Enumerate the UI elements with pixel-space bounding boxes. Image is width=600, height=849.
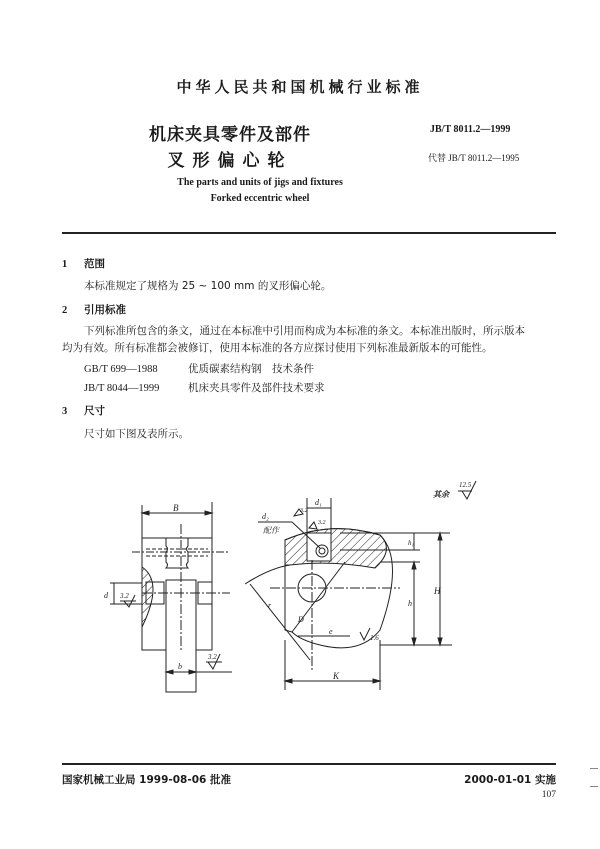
scan-edge-mark: [590, 786, 598, 787]
dim-label-d2: d₂: [262, 512, 269, 521]
dim-label-H: H: [434, 586, 441, 596]
dim-label-r: r: [268, 601, 272, 610]
header-divider: [62, 232, 556, 234]
roughness-d2: 3.2: [300, 508, 308, 514]
issuing-organization: 中华人民共和国机械行业标准: [176, 78, 424, 96]
title-chinese-line2: 叉形偏心轮: [167, 151, 293, 171]
reference-item: [84, 361, 314, 376]
effective-date: 2000-01-01 实施: [464, 774, 556, 786]
fit-note: 配作: [263, 526, 279, 535]
dim-label-h: h: [408, 599, 412, 608]
side-view: [104, 502, 232, 692]
section-heading-dimensions: [62, 403, 105, 418]
section-number: 3: [62, 406, 68, 417]
standard-number: JB/T 8011.2—1999: [430, 124, 511, 135]
reference-item: [84, 380, 325, 395]
footer-divider: [62, 763, 556, 765]
roughness-d1: 3.2: [318, 520, 326, 526]
reference-title: 机床夹具零件及部件技术要求: [188, 382, 325, 394]
roughness-profile: 1.6: [370, 634, 379, 642]
section-title: 引用标准: [84, 304, 126, 316]
dim-label-h1: h₁: [408, 539, 414, 547]
dim-label-e: e: [329, 627, 333, 636]
title-english-line1: The parts and units of jigs and fixtures: [177, 177, 343, 188]
dim-label-B: B: [173, 503, 179, 513]
reference-code: JB/T 8044—1999: [84, 383, 160, 394]
dim-label-K: K: [333, 671, 340, 681]
dimensions-paragraph: 尺寸如下图及表所示。: [84, 428, 189, 440]
title-english-line2: Forked eccentric wheel: [210, 193, 310, 204]
reference-code: GB/T 699—1988: [84, 364, 158, 375]
dim-label-d1: d₁: [315, 498, 322, 507]
title-chinese-line1: 机床夹具零件及部件: [149, 125, 311, 145]
dim-label-D: D: [298, 615, 304, 624]
roughness-slot-b: 3.2: [208, 653, 217, 661]
other-surfaces-value: 12.5: [459, 481, 472, 489]
technical-drawing: [0, 470, 600, 700]
front-view: [245, 498, 452, 690]
roughness-side-d: 3.2: [120, 592, 129, 600]
section-title: 尺寸: [84, 405, 105, 417]
section-number: 1: [62, 259, 68, 270]
section-title: 范围: [84, 258, 105, 270]
replaces-standard: 代替 JB/T 8011.2—1995: [428, 153, 520, 163]
section-heading-references: [62, 302, 126, 317]
section-number: 2: [62, 305, 68, 316]
scope-paragraph: 本标准规定了规格为 25 ~ 100 mm 的叉形偏心轮。: [84, 280, 332, 292]
other-surfaces-label: 其余: [433, 490, 449, 499]
dim-label-b: b: [178, 662, 182, 671]
dim-label-d: d: [104, 591, 108, 600]
scan-edge-mark: [590, 768, 598, 769]
reference-title: 优质碳素结构钢 技术条件: [188, 363, 314, 375]
approval-info: 国家机械工业局 1999-08-06 批准: [62, 774, 231, 786]
page-number: 107: [541, 790, 556, 800]
references-paragraph-line2: 均为有效。所有标准都会被修订，使用本标准的各方应探讨使用下列标准最新版本的可能性。: [62, 342, 493, 354]
section-heading-scope: [62, 256, 105, 271]
general-roughness-note: [433, 481, 476, 499]
references-paragraph-line1: 下列标准所包含的条文，通过在本标准中引用而构成为本标准的条文。本标准出版时，所示版本: [84, 325, 525, 337]
